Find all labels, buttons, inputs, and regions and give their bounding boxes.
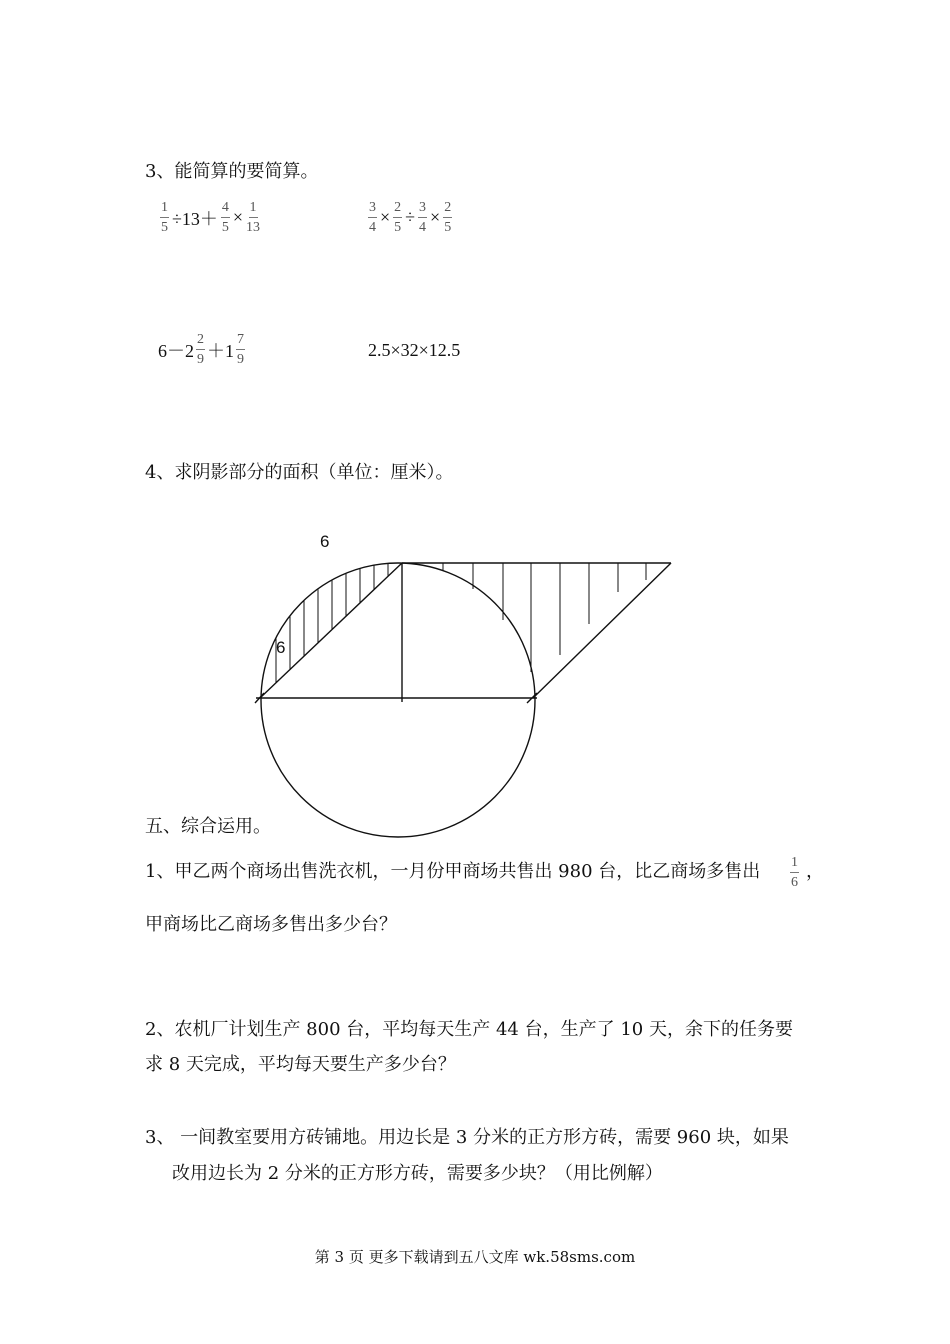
fraction: $\frac{2}{5}$ xyxy=(444,200,452,235)
operator: × xyxy=(380,207,391,227)
fraction: $\frac{3}{4}$ xyxy=(369,200,376,235)
problem-3-line1: 3、 一间教室要用方砖铺地。用边长是 3 分米的正方形方砖，需要 960 块，如果 xyxy=(145,1127,789,1148)
fraction: $\frac{2}{9}$ xyxy=(197,332,204,367)
q4-heading: 4、求阴影部分的面积（单位：厘米）。 xyxy=(145,462,454,483)
expression-4: 2.5×32×12.5 xyxy=(368,340,461,360)
problem-1-line1: 1、甲乙两个商场出售洗衣机，一月份甲商场共售出 980 台，比乙商场多售出 xyxy=(145,861,761,882)
expr-text: 6－2 xyxy=(158,340,194,361)
fraction: $\frac{1}{5}$ xyxy=(161,200,168,235)
operator: × xyxy=(232,207,244,227)
section5-heading: 五、综合运用。 xyxy=(145,816,271,837)
fraction: $\frac{7}{9}$ xyxy=(237,332,244,367)
problem-1-comma: ， xyxy=(806,861,824,882)
problem-2-line1: 2、农机厂计划生产 800 台，平均每天生产 44 台，生产了 10 天，余下的任务要 xyxy=(145,1019,793,1040)
fraction: $\frac{3}{4}$ xyxy=(419,200,427,235)
operator: ÷13＋ xyxy=(172,208,218,229)
q3-heading: 3、能简算的要简算。 xyxy=(145,161,319,182)
page-footer: 第 3 页 更多下载请到五八文库 wk.58sms.com xyxy=(314,1248,636,1266)
expr-text: ＋1 xyxy=(207,340,234,361)
problem-1-fraction: $\frac{1}{6}$ xyxy=(791,855,798,890)
problem-3-line2: 改用边长为 2 分米的正方形方砖，需要多少块？（用比例解） xyxy=(172,1163,663,1184)
fraction: $\frac{1}{13}$ xyxy=(246,200,261,235)
label-top-6: 6 xyxy=(320,532,330,551)
fraction: $\frac{4}{5}$ xyxy=(221,200,229,235)
operator: ÷ xyxy=(405,207,416,227)
problem-1-line2: 甲商场比乙商场多售出多少台？ xyxy=(145,914,397,935)
fraction: $\frac{2}{5}$ xyxy=(394,200,402,235)
operator: × xyxy=(430,207,441,227)
label-left-6: 6 xyxy=(276,638,286,657)
figure-outline xyxy=(255,563,671,837)
problem-2-line2: 求 8 天完成，平均每天要生产多少台？ xyxy=(145,1054,456,1075)
